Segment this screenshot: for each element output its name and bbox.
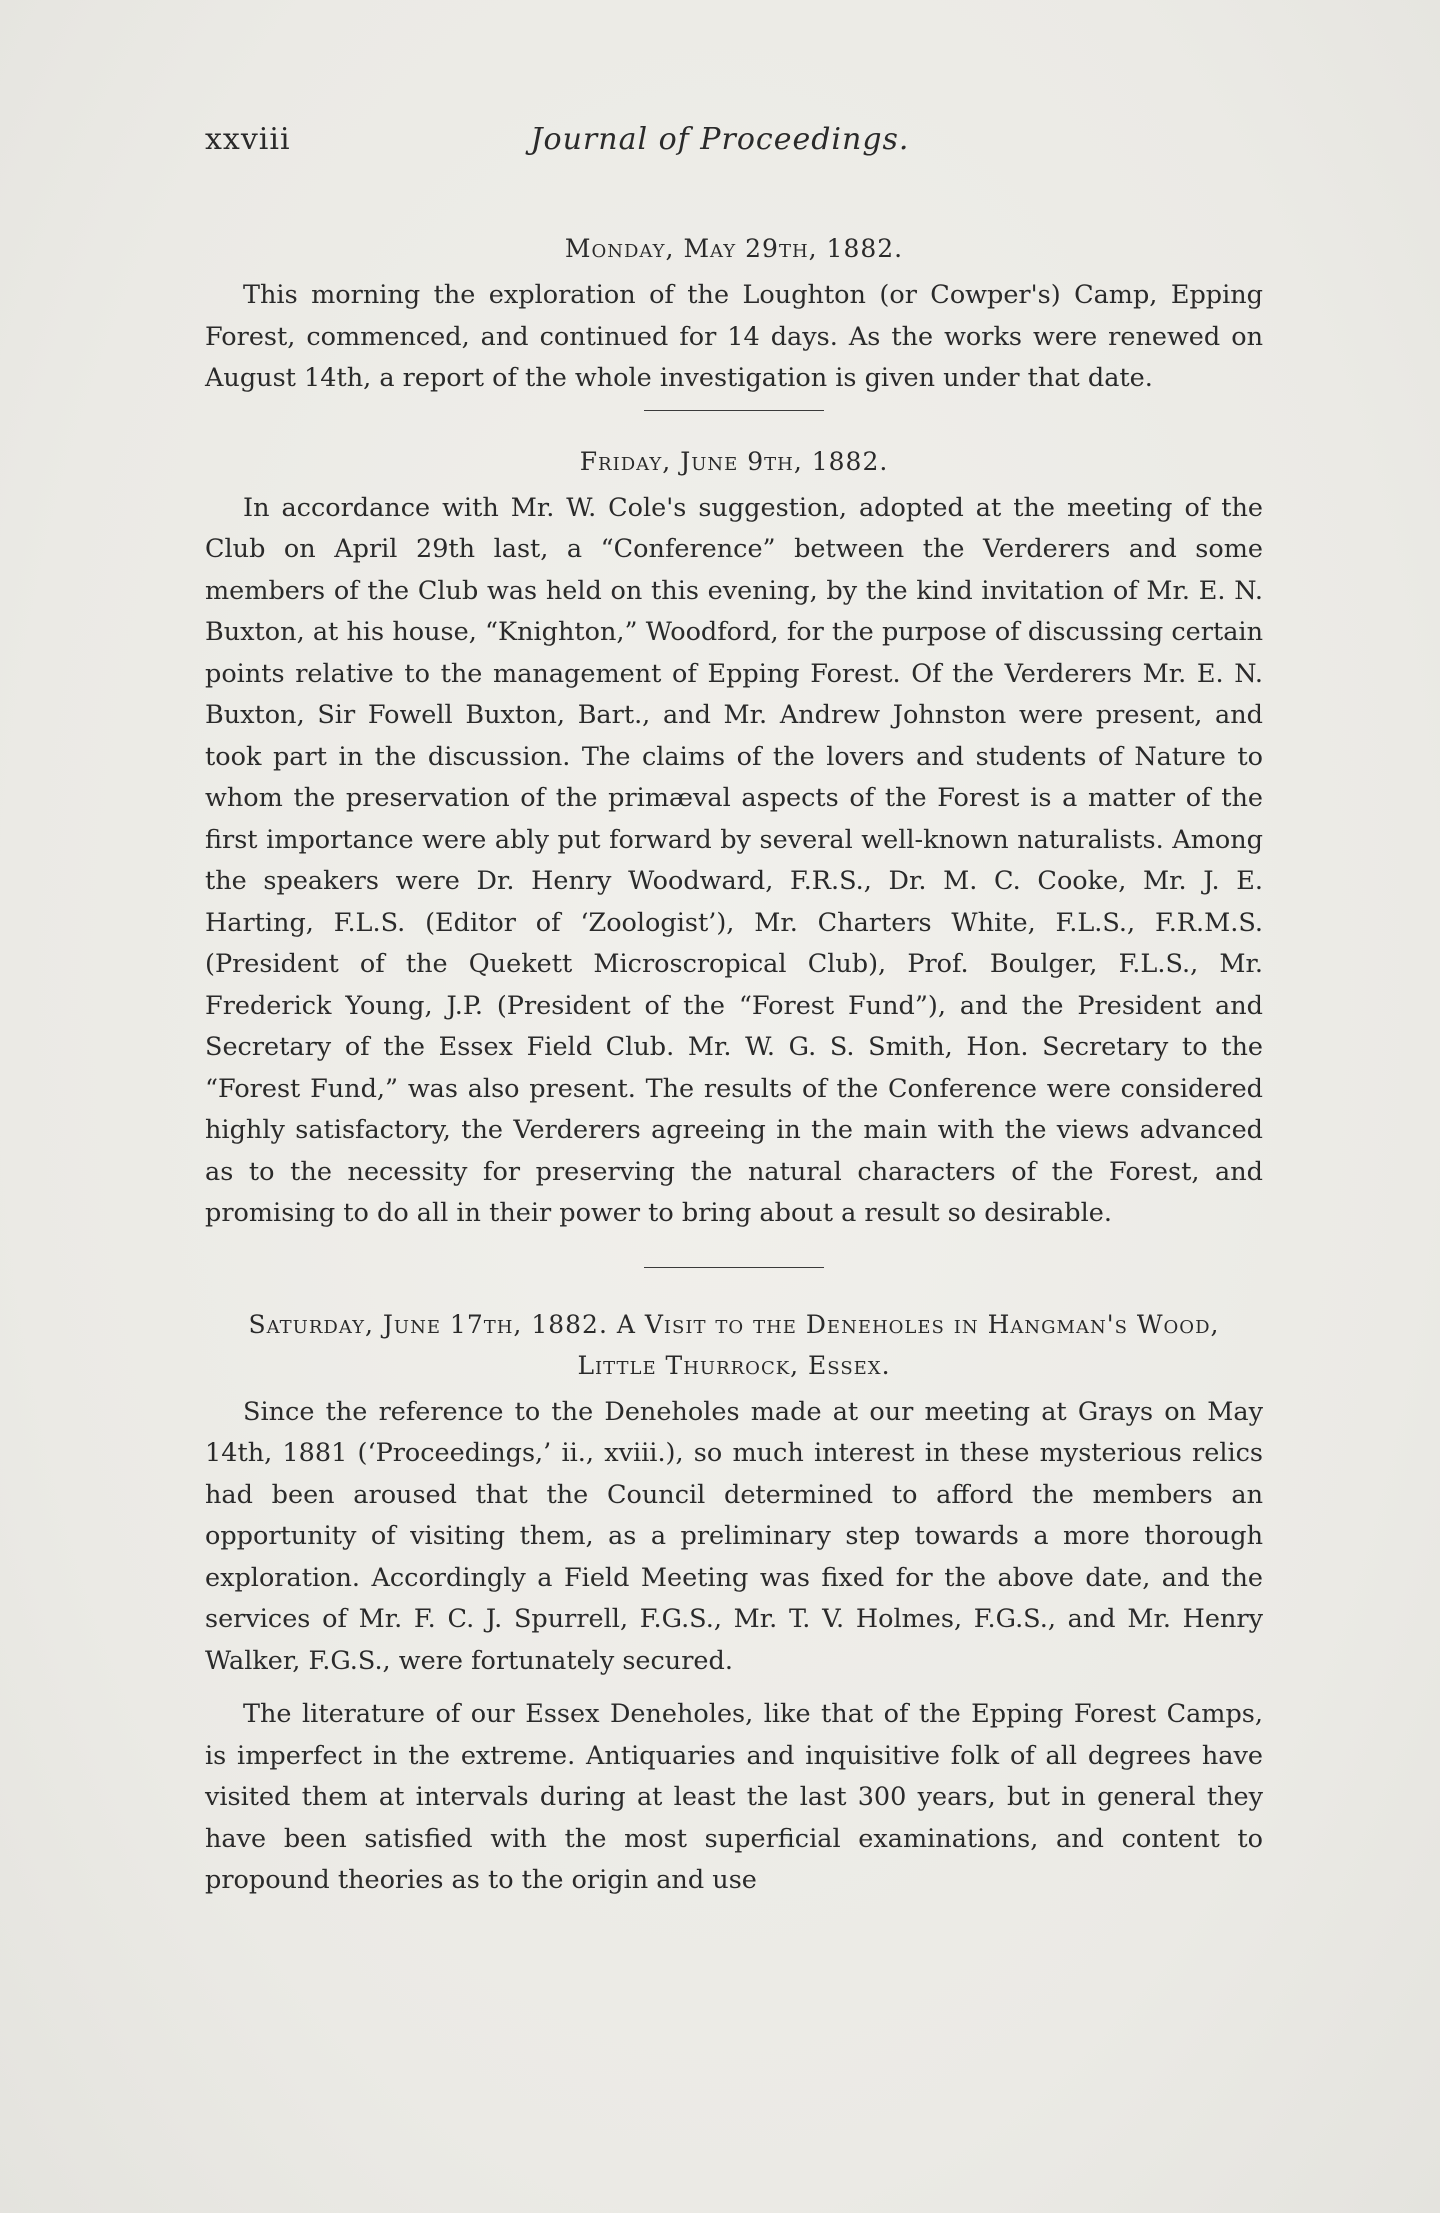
section-divider	[644, 410, 824, 411]
paragraph-conference: In accordance with Mr. W. Cole's suggestion, adopted at the meeting of the Club on April 29th last, a “Conference” between the Verderers and some members of the Club was held on this evening, by the kind invitation of Mr. E. N. Buxton, at his house, “Knighton,” Woodford, for the purpose of discussing certain points relative to the management of Epping Forest. Of the Verderers Mr. E. N. Buxton, Sir Fowell Buxton, Bart., and Mr. Andrew Johnston were present, and took part in the discussion. The claims of the lovers and students of Nature to whom the preservation of the primæval aspects of the Forest is a matter of the first importance were ably put forward by several well-known naturalists. Among the speakers were Dr. Henry Woodward, F.R.S., Dr. M. C. Cooke, Mr. J. E. Harting, F.L.S. (Editor of ‘Zoologist’), Mr. Charters White, F.L.S., F.R.M.S. (President of the Quekett Microscropical Club), Prof. Boulger, F.L.S., Mr. Frederick Young, J.P. (President of the “Forest Fund”), and the President and Secretary of the Essex Field Club. Mr. W. G. S. Smith, Hon. Secretary to the “Forest Fund,” was also present. The results of the Conference were considered highly satisfactory, the Verderers agreeing in the main with the views advanced as to the necessity for preserving the natural characters of the Forest, and promising to do all in their power to bring about a result so desirable.	[205, 492, 1263, 1228]
paragraph-deneholes-literature: The literature of our Essex Deneholes, like that of the Epping Forest Camps, is imperfect in the extreme. Antiquaries and inquisitive folk of all degrees have visited them at intervals during at least the last 300 years, but in general they have been satisfied with the most superficial examinations, and content to propound theories as to the origin and use	[205, 1699, 1263, 1895]
section-divider	[644, 1267, 824, 1268]
page-body	[205, 228, 1263, 1902]
paragraph-deneholes-visit: Since the reference to the Deneholes made at our meeting at Grays on May 14th, 1881 (‘Proceedings,’ ii., xviii.), so much interest in these mysterious relics had been aroused that the Council determined to afford the members an opportunity of visiting them, as a preliminary step towards a more thorough exploration. Accordingly a Field Meeting was fixed for the above date, and the services of Mr. F. C. J. Spurrell, F.G.S., Mr. T. V. Holmes, F.G.S., and Mr. Henry Walker, F.G.S., were fortunately secured.	[205, 1396, 1263, 1676]
journal-title: Journal of Proceedings.	[530, 122, 910, 157]
section-heading-monday: Monday, May 29th, 1882.	[564, 234, 904, 263]
page-number: xxviii	[205, 122, 291, 157]
section-heading-saturday: Saturday, June 17th, 1882. A Visit to the Deneholes in Hangman's Wood, Little Thurrock, Essex.	[248, 1309, 1220, 1380]
running-head	[205, 122, 1235, 162]
section-heading-friday: Friday, June 9th, 1882.	[579, 446, 889, 476]
paragraph-loughton-camp: This morning the exploration of the Loughton (or Cowper's) Camp, Epping Forest, commenced, and continued for 14 days. As the works were renewed on August 14th, a report of the whole investigation is given under that date.	[205, 280, 1263, 393]
